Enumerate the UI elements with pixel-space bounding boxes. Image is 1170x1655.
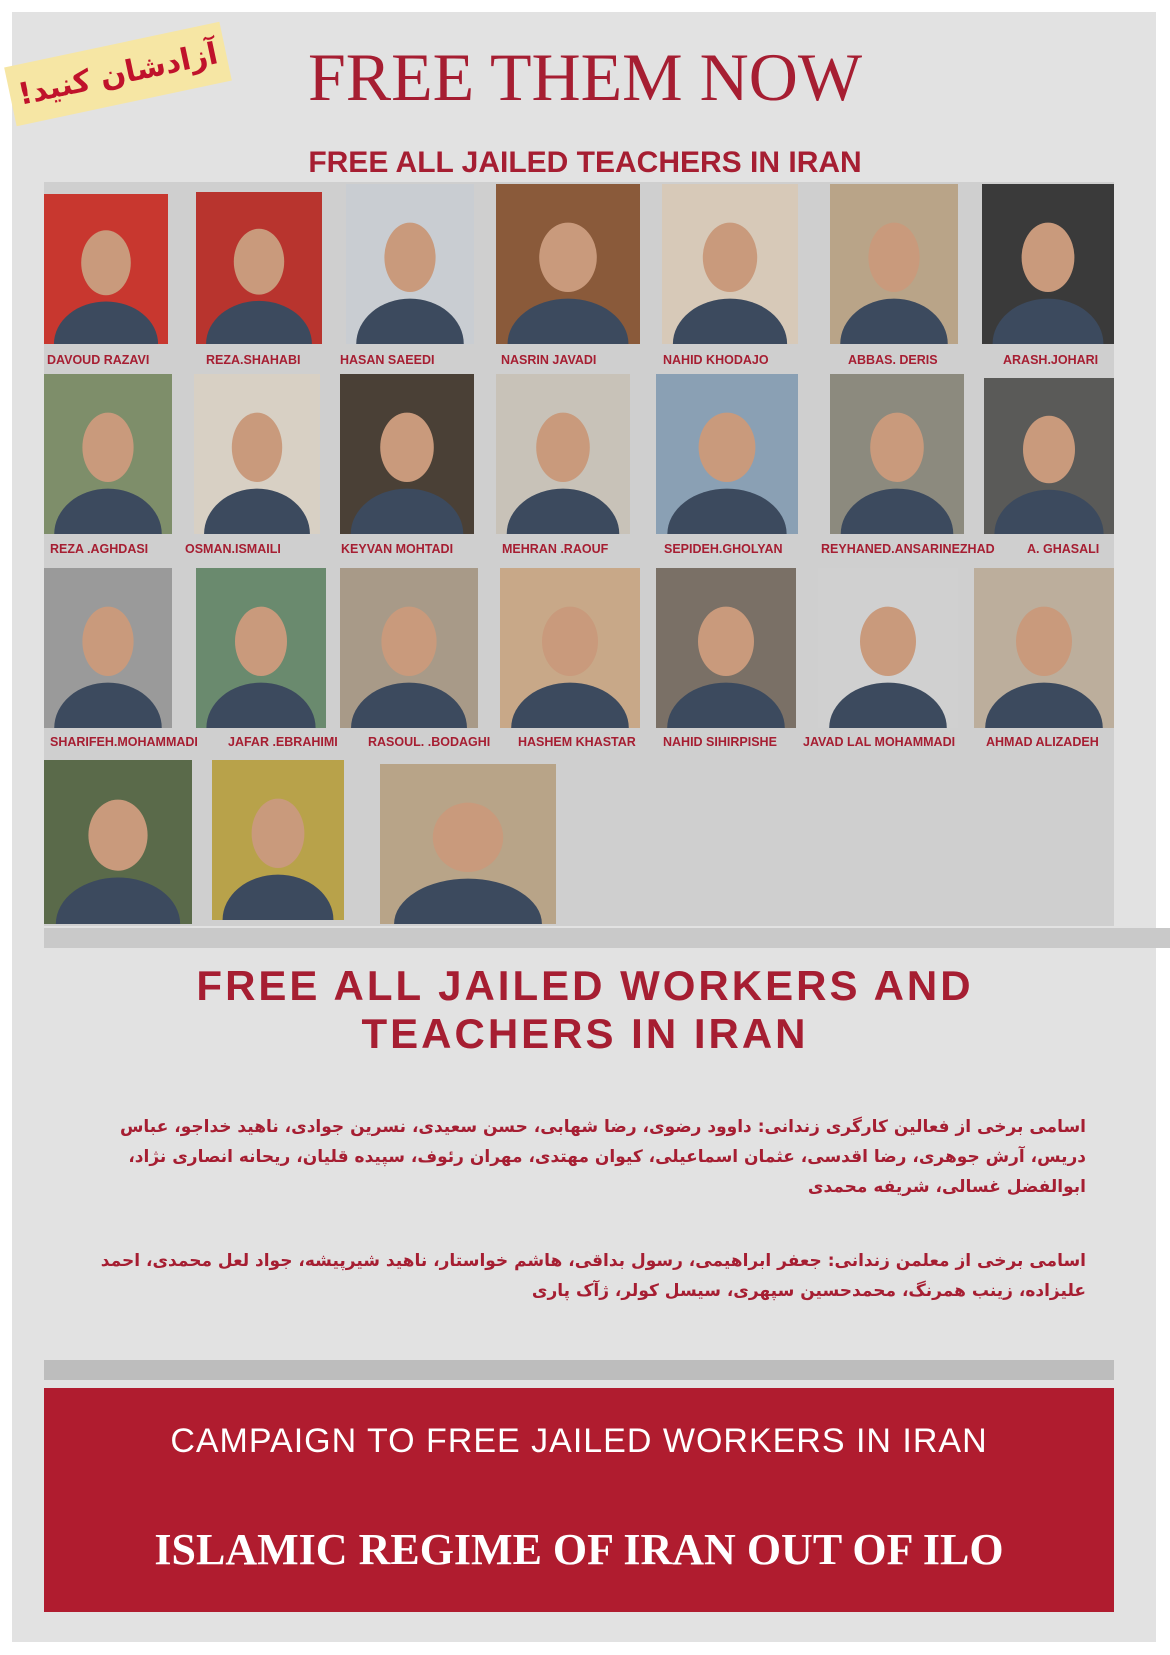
caption-osman-ismaili: OSMAN.ISMAILI xyxy=(185,542,281,556)
photo-javad-lal-mohammadi xyxy=(818,568,958,728)
portrait-placeholder xyxy=(656,374,798,534)
portrait-placeholder xyxy=(194,374,320,534)
caption-rasoul-bodaghi: RASOUL. .BODAGHI xyxy=(368,735,491,749)
portrait-placeholder xyxy=(196,568,326,728)
photo-nahid-khodajo xyxy=(662,184,798,344)
section-divider xyxy=(44,928,1170,948)
footer-top-bar xyxy=(44,1360,1114,1380)
photo-osman-ismaili xyxy=(194,374,320,534)
workers-title xyxy=(0,962,1170,1058)
workers-title-line2: TEACHERS IN IRAN xyxy=(361,1010,809,1057)
free-them-stamp: آزادشان کنید! xyxy=(4,22,232,126)
caption-jafar-ebrahimi: JAFAR .EBRAHIMI xyxy=(228,735,338,749)
photo-sharifeh-mohammadi xyxy=(44,568,172,728)
portrait-placeholder xyxy=(656,568,796,728)
photo-hasan-saeedi xyxy=(346,184,474,344)
photo-hashem-khastar xyxy=(500,568,640,728)
footer-regime-text: ISLAMIC REGIME OF IRAN OUT OF ILO xyxy=(154,1525,1004,1574)
photo-reza-shahabi xyxy=(196,192,322,344)
photo-ahmad-alizadeh xyxy=(974,568,1114,728)
photo-mehran-raouf xyxy=(496,374,630,534)
photo-jafar-ebrahimi xyxy=(196,568,326,728)
photo-sepideh-gholyan xyxy=(656,374,798,534)
portrait-placeholder xyxy=(830,374,964,534)
portrait-placeholder xyxy=(196,192,322,344)
workers-title-line1: FREE ALL JAILED WORKERS AND xyxy=(196,962,974,1009)
footer-campaign-text: CAMPAIGN TO FREE JAILED WORKERS IN IRAN xyxy=(170,1422,988,1460)
caption-nasrin-javadi: NASRIN JAVADI xyxy=(501,353,597,367)
portrait-placeholder xyxy=(340,374,474,534)
portrait-placeholder xyxy=(496,184,640,344)
campaign-footer xyxy=(44,1388,1114,1612)
photo-nahid-sihirpishe xyxy=(656,568,796,728)
photo-a-ghasali xyxy=(984,378,1114,534)
caption-keyvan-mohtadi: KEYVAN MOHTADI xyxy=(341,542,454,556)
caption-sepideh-gholyan: SEPIDEH.GHOLYAN xyxy=(664,542,783,556)
portrait-placeholder xyxy=(830,184,958,344)
portrait-placeholder xyxy=(44,194,168,344)
caption-javad-lal-mohammadi: JAVAD LAL MOHAMMADI xyxy=(803,735,956,749)
caption-nahid-khodajo: NAHID KHODAJO xyxy=(663,353,769,367)
caption-sharifeh-mohammadi: SHARIFEH.MOHAMMADI xyxy=(50,735,198,749)
photo-abbas-deris xyxy=(830,184,958,344)
portrait-placeholder xyxy=(974,568,1114,728)
photo-arash-johari xyxy=(982,184,1114,344)
caption-arash-johari: ARASH.JOHARI xyxy=(1003,353,1099,367)
caption-abbas-deris: ABBAS. DERIS xyxy=(848,353,938,367)
caption-reza-shahabi: REZA.SHAHABI xyxy=(206,353,301,367)
photo-reyhaneh-ansarinezhad xyxy=(830,374,964,534)
photo-zainab-hamrang xyxy=(44,760,192,924)
portrait-placeholder xyxy=(212,760,344,920)
portrait-placeholder xyxy=(662,184,798,344)
caption-davoud-razavi: DAVOUD RAZAVI xyxy=(47,353,150,367)
portrait-placeholder xyxy=(44,568,172,728)
portrait-placeholder xyxy=(818,568,958,728)
photo-keyvan-mohtadi xyxy=(340,374,474,534)
portrait-placeholder xyxy=(500,568,640,728)
caption-nahid-sihirpishe: NAHID SIHIRPISHE xyxy=(663,735,777,749)
photo-mohammad-h-sepehri xyxy=(212,760,344,920)
photo-reza-aghdasi xyxy=(44,374,172,534)
portrait-placeholder xyxy=(982,184,1114,344)
portrait-placeholder xyxy=(44,374,172,534)
photo-davoud-razavi xyxy=(44,194,168,344)
photo-rasoul-bodaghi xyxy=(340,568,478,728)
portrait-placeholder xyxy=(44,760,192,924)
persian-teachers-list: اسامی برخی از معلمن زندانی: جعفر ابراهیمی، رسول بداقی، هاشم خواستار، ناهید شیرپیشه، جواد لعل محمدی، احمد علیزاده، زینب همرنگ، محمدحسین سپهری، سیسل کولر، ژآک پاری xyxy=(100,1251,1086,1301)
portrait-placeholder xyxy=(496,374,630,534)
caption-hashem-khastar: HASHEM KHASTAR xyxy=(518,735,636,749)
persian-workers-list: اسامی برخی از فعالین کارگری زندانی: داوود رضوی، رضا شهابی، حسن سعیدی، نسرین جوادی، ناهید خداجو، عباس دریس، آرش جوهری، رضا اقدسی، عثمان اسماعیلی، کیوان مهتدی، مهران رئوف، سپیده قلیان، ریحانه انصاری نژاد، ابوالفضل غسالی، شریفه محمدی xyxy=(119,1117,1086,1197)
portrait-placeholder xyxy=(346,184,474,344)
portrait-placeholder xyxy=(380,764,556,924)
photo-nasrin-javadi xyxy=(496,184,640,344)
teachers-subtitle: FREE ALL JAILED TEACHERS IN IRAN xyxy=(308,146,862,179)
caption-reza-aghdasi: REZA .AGHDASI xyxy=(50,542,149,556)
caption-reyhaneh-ansarinezhad: REYHANED.ANSARINEZHAD xyxy=(821,542,995,556)
portrait-placeholder xyxy=(340,568,478,728)
caption-ahmad-alizadeh: AHMAD ALIZADEH xyxy=(986,735,1099,749)
main-title: FREE THEM NOW xyxy=(307,39,863,115)
photo-jaques-pari-cecile-kohler xyxy=(380,764,556,924)
portrait-placeholder xyxy=(984,378,1114,534)
caption-hasan-saeedi: HASAN SAEEDI xyxy=(340,353,435,367)
caption-mehran-raouf: MEHRAN .RAOUF xyxy=(502,542,609,556)
caption-a-ghasali: A. GHASALI xyxy=(1027,542,1100,556)
